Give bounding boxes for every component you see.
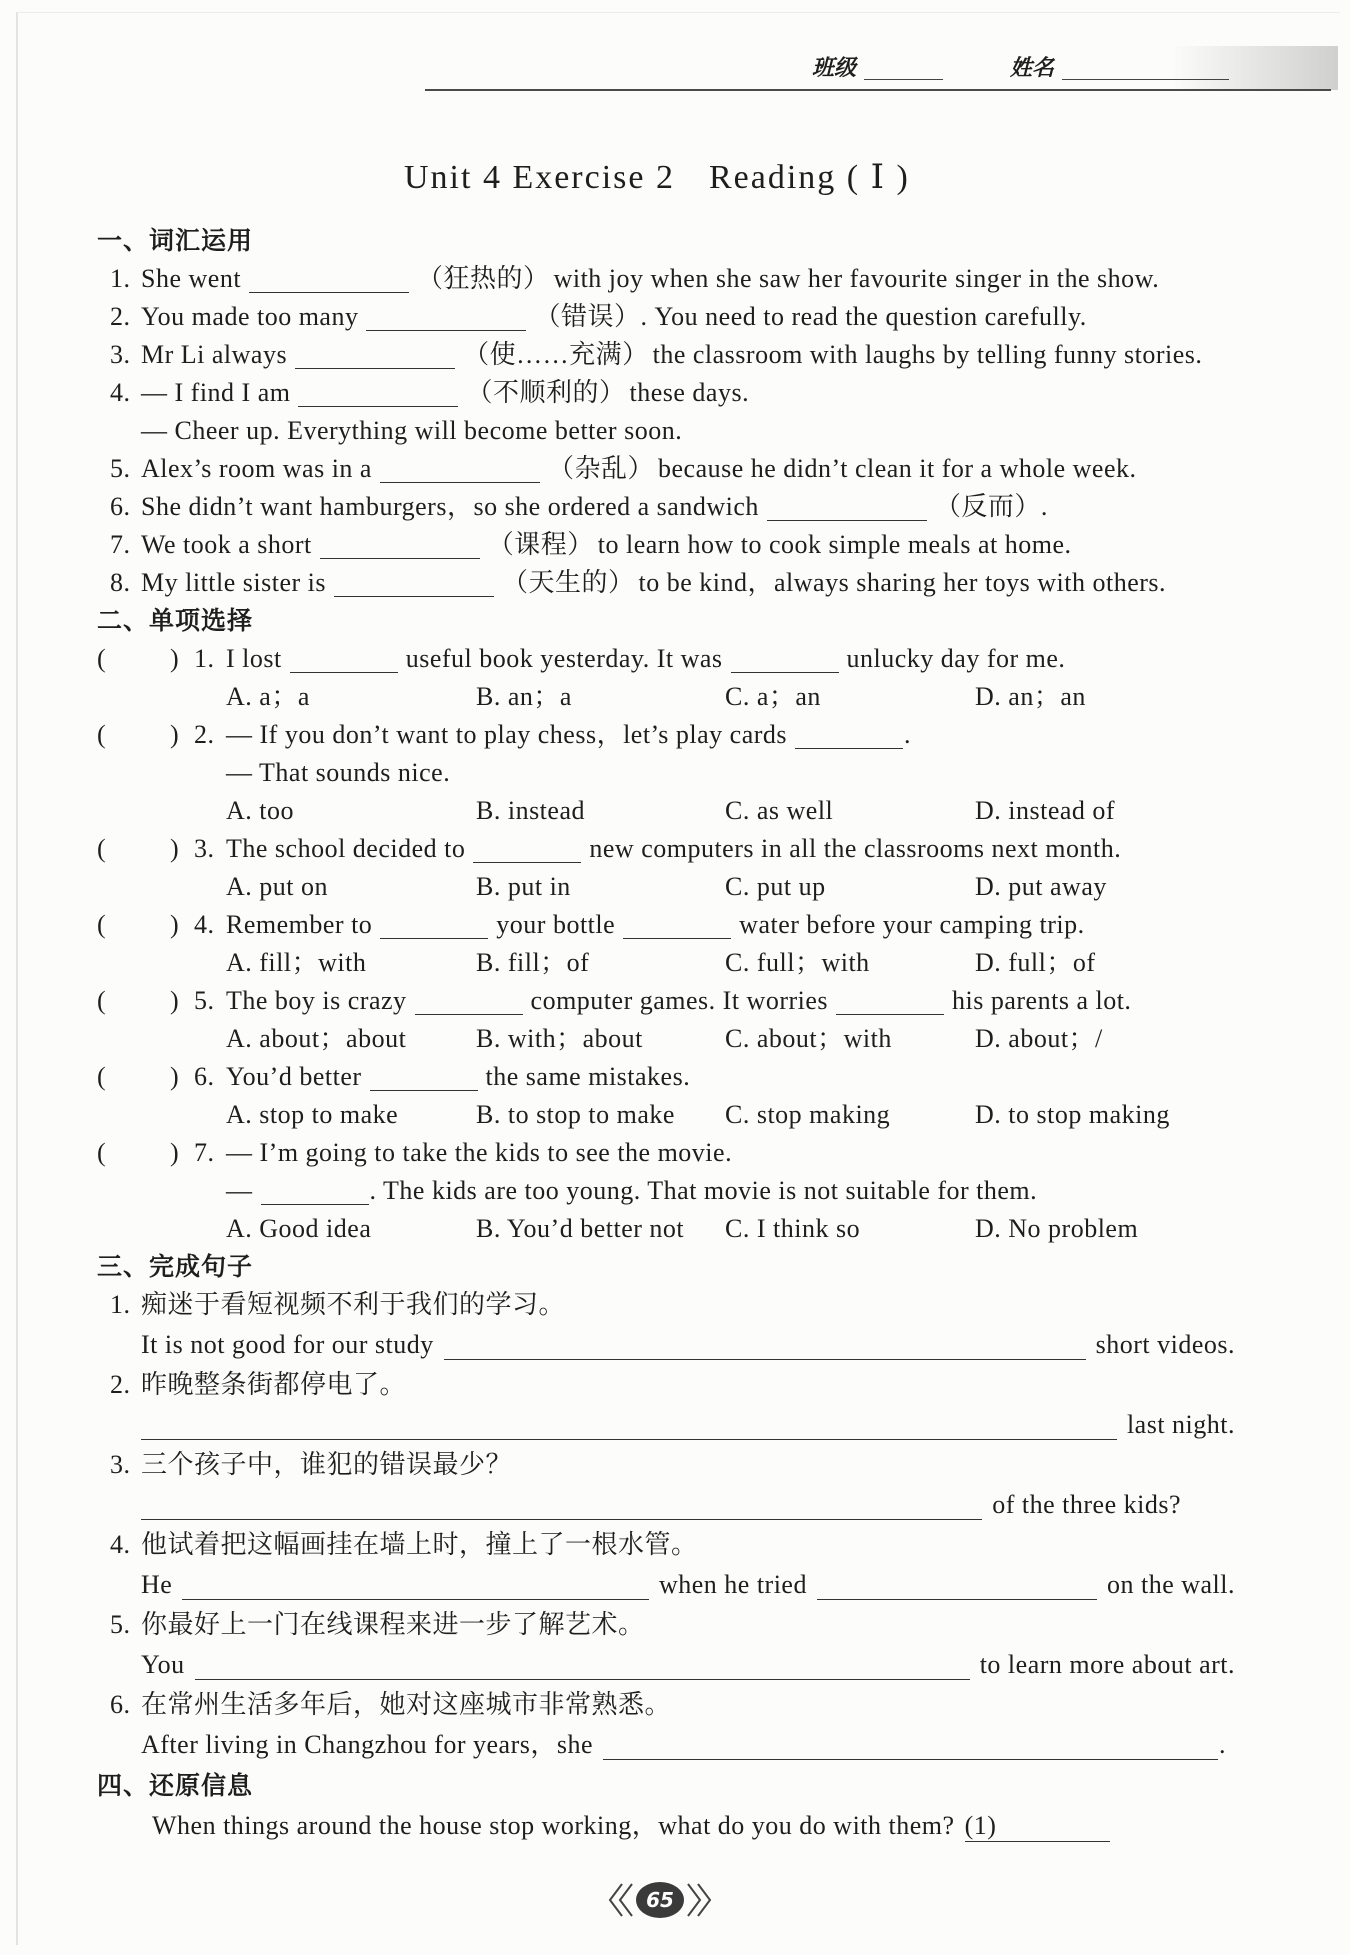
answer-blank[interactable] bbox=[603, 1733, 1218, 1760]
answer-slot[interactable] bbox=[112, 834, 166, 864]
answer-slot[interactable] bbox=[112, 644, 166, 674]
stem-text: Remember to bbox=[226, 910, 373, 939]
question-stem bbox=[226, 906, 1085, 944]
answer-bracket-close: ) bbox=[170, 720, 180, 749]
right-chevron-icon bbox=[688, 1884, 700, 1916]
item-number: 2. bbox=[110, 1370, 131, 1399]
answer-line bbox=[141, 1564, 1235, 1606]
option-a: A. a；a bbox=[226, 682, 310, 711]
translation-prompt bbox=[0, 1446, 1350, 1484]
option-a: A. put on bbox=[226, 872, 328, 901]
answer-slot[interactable] bbox=[112, 986, 166, 1016]
answer-text-after: . bbox=[1219, 1730, 1226, 1759]
stem-text: I lost bbox=[226, 644, 282, 673]
question-number: 2. bbox=[194, 720, 215, 749]
class-label: 班级 bbox=[812, 55, 857, 81]
stem-text: . The kids are too young. That movie is not suitable for them. bbox=[369, 1176, 1038, 1205]
item-number: 2. bbox=[110, 302, 131, 331]
option-c: C. about；with bbox=[725, 1024, 892, 1053]
answer-blank[interactable] bbox=[623, 912, 731, 939]
option-a: A. stop to make bbox=[226, 1100, 399, 1129]
choice-question bbox=[0, 716, 1350, 754]
chinese-sentence: 你最好上一门在线课程来进一步了解艺术。 bbox=[141, 1610, 645, 1639]
item-text-before: My little sister is bbox=[141, 568, 326, 597]
answer-blank[interactable] bbox=[141, 1493, 982, 1520]
answer-slot[interactable] bbox=[112, 720, 166, 750]
answer-text-before: He bbox=[141, 1570, 173, 1599]
worksheet-content bbox=[0, 222, 1350, 1846]
title-sub: Reading ( Ⅰ ) bbox=[709, 159, 910, 196]
vocab-item bbox=[0, 298, 1350, 336]
options-row bbox=[0, 678, 1350, 716]
vocab-item bbox=[0, 488, 1350, 526]
item-number: 5. bbox=[110, 1610, 131, 1639]
section3-heading: 三、完成句子 bbox=[97, 1252, 254, 1281]
section2-heading: 二、单项选择 bbox=[97, 606, 254, 635]
item-text bbox=[141, 564, 1166, 602]
item-text-after: to learn how to cook simple meals at home. bbox=[597, 530, 1072, 559]
item-text bbox=[141, 374, 749, 412]
vocab-item bbox=[0, 336, 1350, 374]
chinese-sentence: 他试着把这幅画挂在墙上时，撞上了一根水管。 bbox=[141, 1530, 698, 1559]
item-number: 3. bbox=[110, 340, 131, 369]
passage-text bbox=[152, 1806, 1110, 1846]
options-row bbox=[0, 1210, 1350, 1248]
item-text bbox=[141, 336, 1202, 374]
chinese-sentence: 在常州生活多年后，她对这座城市非常熟悉。 bbox=[141, 1690, 672, 1719]
answer-blank[interactable] bbox=[836, 988, 944, 1015]
translation-answer bbox=[0, 1724, 1350, 1766]
option-c: C. full；with bbox=[725, 948, 870, 977]
translation-prompt bbox=[0, 1366, 1350, 1404]
item-hint: （反而） bbox=[934, 492, 1041, 521]
class-input[interactable] bbox=[864, 55, 943, 80]
answer-blank[interactable] bbox=[731, 646, 839, 673]
stem-text: The school decided to bbox=[226, 834, 466, 863]
answer-blank[interactable] bbox=[817, 1573, 1097, 1600]
option-b: B. an；a bbox=[476, 682, 572, 711]
option-d: D. put away bbox=[975, 872, 1107, 901]
item-hint: （课程） bbox=[487, 530, 594, 559]
vocab-item bbox=[0, 374, 1350, 412]
answer-line bbox=[141, 1644, 1235, 1686]
section-heading bbox=[0, 1766, 1350, 1806]
choice-question bbox=[0, 830, 1350, 868]
chinese-sentence: 三个孩子中，谁犯的错误最少？ bbox=[141, 1450, 513, 1479]
answer-bracket-close: ) bbox=[170, 910, 180, 939]
translation-prompt bbox=[0, 1286, 1350, 1324]
item-number: 4. bbox=[110, 378, 131, 407]
answer-blank[interactable] bbox=[380, 912, 488, 939]
page-number: 65 bbox=[636, 1882, 684, 1918]
stem-text: The boy is crazy bbox=[226, 986, 407, 1015]
item-text-before: — I find I am bbox=[141, 378, 291, 407]
answer-blank[interactable] bbox=[290, 646, 398, 673]
answer-blank[interactable] bbox=[295, 342, 455, 369]
answer-bracket-open: ( bbox=[97, 644, 107, 673]
item-hint: （使……充满） bbox=[463, 340, 649, 369]
vocab-item bbox=[0, 260, 1350, 298]
class-field bbox=[812, 50, 943, 86]
translation-answer bbox=[0, 1324, 1350, 1366]
question-stem bbox=[226, 982, 1131, 1020]
options-row bbox=[0, 1096, 1350, 1134]
option-d: D. about；/ bbox=[975, 1024, 1103, 1053]
item-hint: （杂乱） bbox=[547, 454, 654, 483]
answer-blank[interactable] bbox=[444, 1333, 1086, 1360]
answer-slot[interactable] bbox=[112, 910, 166, 940]
stem-text: computer games. It worries bbox=[530, 986, 829, 1015]
answer-blank[interactable] bbox=[298, 380, 458, 407]
item-text bbox=[141, 450, 1136, 488]
answer-blank[interactable] bbox=[370, 1064, 478, 1091]
stem-text: — If you don’t want to play chess，let’s play cards bbox=[226, 720, 788, 749]
option-c: C. stop making bbox=[725, 1100, 891, 1129]
options-row bbox=[0, 944, 1350, 982]
translation-answer bbox=[0, 1484, 1350, 1526]
item-hint: （天生的） bbox=[502, 568, 635, 597]
name-input[interactable] bbox=[1062, 55, 1229, 80]
item-text-after: . bbox=[1040, 492, 1048, 521]
stem-text: your bottle bbox=[496, 910, 616, 939]
option-b: B. You’d better not bbox=[476, 1214, 685, 1243]
answer-bracket-open: ( bbox=[97, 910, 107, 939]
item-number: 1. bbox=[110, 1290, 131, 1319]
stem-text: unlucky day for me. bbox=[846, 644, 1066, 673]
section-heading bbox=[0, 1248, 1350, 1286]
item-text-after: to be kind，always sharing her toys with others. bbox=[638, 568, 1167, 597]
answer-text-after: short videos. bbox=[1095, 1330, 1235, 1359]
section4-heading: 四、还原信息 bbox=[97, 1771, 254, 1800]
answer-text-after: last night. bbox=[1126, 1410, 1235, 1439]
page-title bbox=[404, 156, 910, 200]
option-b: B. instead bbox=[476, 796, 585, 825]
translation-answer bbox=[0, 1644, 1350, 1686]
item-text-before: Mr Li always bbox=[141, 340, 288, 369]
answer-line bbox=[141, 1404, 1235, 1446]
item-number: 7. bbox=[110, 530, 131, 559]
question-number: 5. bbox=[194, 986, 215, 1015]
answer-slot[interactable] bbox=[112, 1062, 166, 1092]
item-hint: （不顺利的） bbox=[466, 378, 626, 407]
question-stem bbox=[226, 1172, 1037, 1210]
vocab-item bbox=[0, 526, 1350, 564]
answer-text-before: It is not good for our study bbox=[141, 1330, 434, 1359]
option-c: C. put up bbox=[725, 872, 826, 901]
translation-answer bbox=[0, 1564, 1350, 1606]
item-text bbox=[141, 298, 1087, 336]
title-main: Unit 4 Exercise 2 bbox=[404, 159, 675, 196]
stem-text: You’d better bbox=[226, 1062, 362, 1091]
section-heading bbox=[0, 222, 1350, 260]
question-number: 1. bbox=[194, 644, 215, 673]
choice-question bbox=[0, 1134, 1350, 1172]
choice-question bbox=[0, 906, 1350, 944]
options-row bbox=[0, 1020, 1350, 1058]
answer-blank[interactable] bbox=[366, 304, 526, 331]
vocab-item bbox=[0, 564, 1350, 602]
item-text-before: You made too many bbox=[141, 302, 359, 331]
section1-heading: 一、词汇运用 bbox=[97, 226, 254, 255]
header-rule bbox=[425, 89, 1331, 91]
option-d: D. full；of bbox=[975, 948, 1096, 977]
vocab-item bbox=[0, 450, 1350, 488]
translation-prompt bbox=[0, 1606, 1350, 1644]
stem-text: water before your camping trip. bbox=[739, 910, 1085, 939]
question-number: 7. bbox=[194, 1138, 215, 1167]
option-c: C. I think so bbox=[725, 1214, 861, 1243]
question-number: 3. bbox=[194, 834, 215, 863]
stem-text: his parents a lot. bbox=[952, 986, 1132, 1015]
option-d: D. to stop making bbox=[975, 1100, 1170, 1129]
answer-line bbox=[141, 1324, 1235, 1366]
item-text-after: the classroom with laughs by telling funny stories. bbox=[652, 340, 1203, 369]
stem-text: new computers in all the classrooms next month. bbox=[589, 834, 1122, 863]
passage-line bbox=[0, 1806, 1350, 1846]
item-text-after: with joy when she saw her favourite singer in the show. bbox=[553, 264, 1160, 293]
choice-question bbox=[0, 640, 1350, 678]
answer-blank[interactable] bbox=[249, 266, 409, 293]
answer-slot[interactable] bbox=[112, 1138, 166, 1168]
answer-bracket-close: ) bbox=[170, 1062, 180, 1091]
answer-bracket-open: ( bbox=[97, 1138, 107, 1167]
answer-text-before: After living in Changzhou for years，she bbox=[141, 1730, 594, 1759]
answer-blank[interactable] bbox=[261, 1178, 369, 1205]
answer-text-middle: when he tried bbox=[658, 1570, 807, 1599]
left-chevron-icon bbox=[620, 1884, 632, 1916]
stem-text: useful book yesterday. It was bbox=[405, 644, 723, 673]
answer-text-after: to learn more about art. bbox=[979, 1650, 1235, 1679]
option-b: B. fill；of bbox=[476, 948, 590, 977]
option-b: B. to stop to make bbox=[476, 1100, 675, 1129]
stem-text: . bbox=[904, 720, 912, 749]
answer-bracket-open: ( bbox=[97, 986, 107, 1015]
item-number: 4. bbox=[110, 1530, 131, 1559]
answer-bracket-close: ) bbox=[170, 986, 180, 1015]
question-stem bbox=[226, 830, 1121, 868]
question-stem bbox=[226, 640, 1065, 678]
answer-bracket-close: ) bbox=[170, 834, 180, 863]
choice-question bbox=[0, 1058, 1350, 1096]
answer-text-before: You bbox=[141, 1650, 185, 1679]
item-text bbox=[141, 260, 1159, 298]
answer-blank[interactable] bbox=[320, 532, 480, 559]
item-text-before: She went bbox=[141, 264, 242, 293]
answer-text-after: on the wall. bbox=[1106, 1570, 1235, 1599]
answer-bracket-open: ( bbox=[97, 834, 107, 863]
answer-blank[interactable] bbox=[767, 494, 927, 521]
answer-blank[interactable] bbox=[380, 456, 540, 483]
item-text-after: because he didn’t clean it for a whole week. bbox=[657, 454, 1137, 483]
question-stem bbox=[226, 1058, 690, 1096]
answer-bracket-open: ( bbox=[97, 720, 107, 749]
option-a: A. Good idea bbox=[226, 1214, 372, 1243]
option-c: C. a；an bbox=[725, 682, 821, 711]
answer-line bbox=[141, 1724, 1226, 1766]
answer-blank[interactable] bbox=[182, 1573, 649, 1600]
option-b: B. with；about bbox=[476, 1024, 643, 1053]
chinese-sentence: 昨晚整条街都停电了。 bbox=[141, 1370, 407, 1399]
answer-text-after: of the three kids? bbox=[992, 1490, 1181, 1519]
option-a: A. too bbox=[226, 796, 294, 825]
answer-blank[interactable] bbox=[415, 988, 523, 1015]
stem-text: — I’m going to take the kids to see the movie. bbox=[226, 1138, 733, 1167]
question-stem bbox=[226, 716, 911, 754]
translation-prompt bbox=[0, 1526, 1350, 1564]
vocab-item-reply bbox=[0, 412, 1350, 450]
item-number: 1. bbox=[110, 264, 131, 293]
option-d: D. No problem bbox=[975, 1214, 1139, 1243]
item-hint: （狂热的） bbox=[417, 264, 550, 293]
item-number: 3. bbox=[110, 1450, 131, 1479]
item-text-before: She didn’t want hamburgers，so she ordered a sandwich bbox=[141, 492, 759, 521]
question-number: 6. bbox=[194, 1062, 215, 1091]
answer-blank[interactable] bbox=[334, 570, 494, 597]
translation-answer bbox=[0, 1404, 1350, 1446]
item-text-after: these days. bbox=[629, 378, 750, 407]
answer-blank[interactable] bbox=[795, 722, 903, 749]
translation-prompt bbox=[0, 1686, 1350, 1724]
item-text-before: Alex’s room was in a bbox=[141, 454, 372, 483]
answer-blank[interactable] bbox=[195, 1653, 970, 1680]
answer-line bbox=[141, 1484, 1181, 1526]
question-continuation bbox=[0, 1172, 1350, 1210]
answer-blank-1[interactable]: (1) bbox=[965, 1811, 1110, 1842]
name-label: 姓名 bbox=[1010, 55, 1055, 81]
option-a: A. fill；with bbox=[226, 948, 367, 977]
option-d: D. instead of bbox=[975, 796, 1116, 825]
answer-bracket-open: ( bbox=[97, 1062, 107, 1091]
section-heading bbox=[0, 602, 1350, 640]
options-row bbox=[0, 868, 1350, 906]
item-number: 5. bbox=[110, 454, 131, 483]
item-text-before: We took a short bbox=[141, 530, 312, 559]
option-d: D. an；an bbox=[975, 682, 1086, 711]
option-a: A. about；about bbox=[226, 1024, 407, 1053]
item-text-after: . You need to read the question carefully. bbox=[640, 302, 1087, 331]
answer-bracket-close: ) bbox=[170, 644, 180, 673]
options-row bbox=[0, 792, 1350, 830]
question-continuation bbox=[0, 754, 1350, 792]
answer-bracket-close: ) bbox=[170, 1138, 180, 1167]
option-c: C. as well bbox=[725, 796, 834, 825]
stem-text: — That sounds nice. bbox=[226, 758, 451, 787]
option-b: B. put in bbox=[476, 872, 571, 901]
stem-text: — bbox=[226, 1176, 253, 1205]
choice-question bbox=[0, 982, 1350, 1020]
answer-blank[interactable] bbox=[141, 1413, 1117, 1440]
item-number: 6. bbox=[110, 1690, 131, 1719]
question-number: 4. bbox=[194, 910, 215, 939]
item-text bbox=[141, 488, 1048, 526]
item-number: 6. bbox=[110, 492, 131, 521]
stem-text: the same mistakes. bbox=[485, 1062, 691, 1091]
chinese-sentence: 痴迷于看短视频不利于我们的学习。 bbox=[141, 1290, 566, 1319]
item-text bbox=[141, 526, 1072, 564]
name-field bbox=[1010, 50, 1229, 86]
item-reply: — Cheer up. Everything will become better soon. bbox=[141, 416, 683, 445]
item-number: 8. bbox=[110, 568, 131, 597]
item-hint: （错误） bbox=[534, 302, 641, 331]
page-number-badge bbox=[600, 1878, 720, 1922]
answer-blank[interactable] bbox=[473, 836, 581, 863]
passage-sentence: When things around the house stop working，what do you do with them? bbox=[152, 1811, 955, 1840]
